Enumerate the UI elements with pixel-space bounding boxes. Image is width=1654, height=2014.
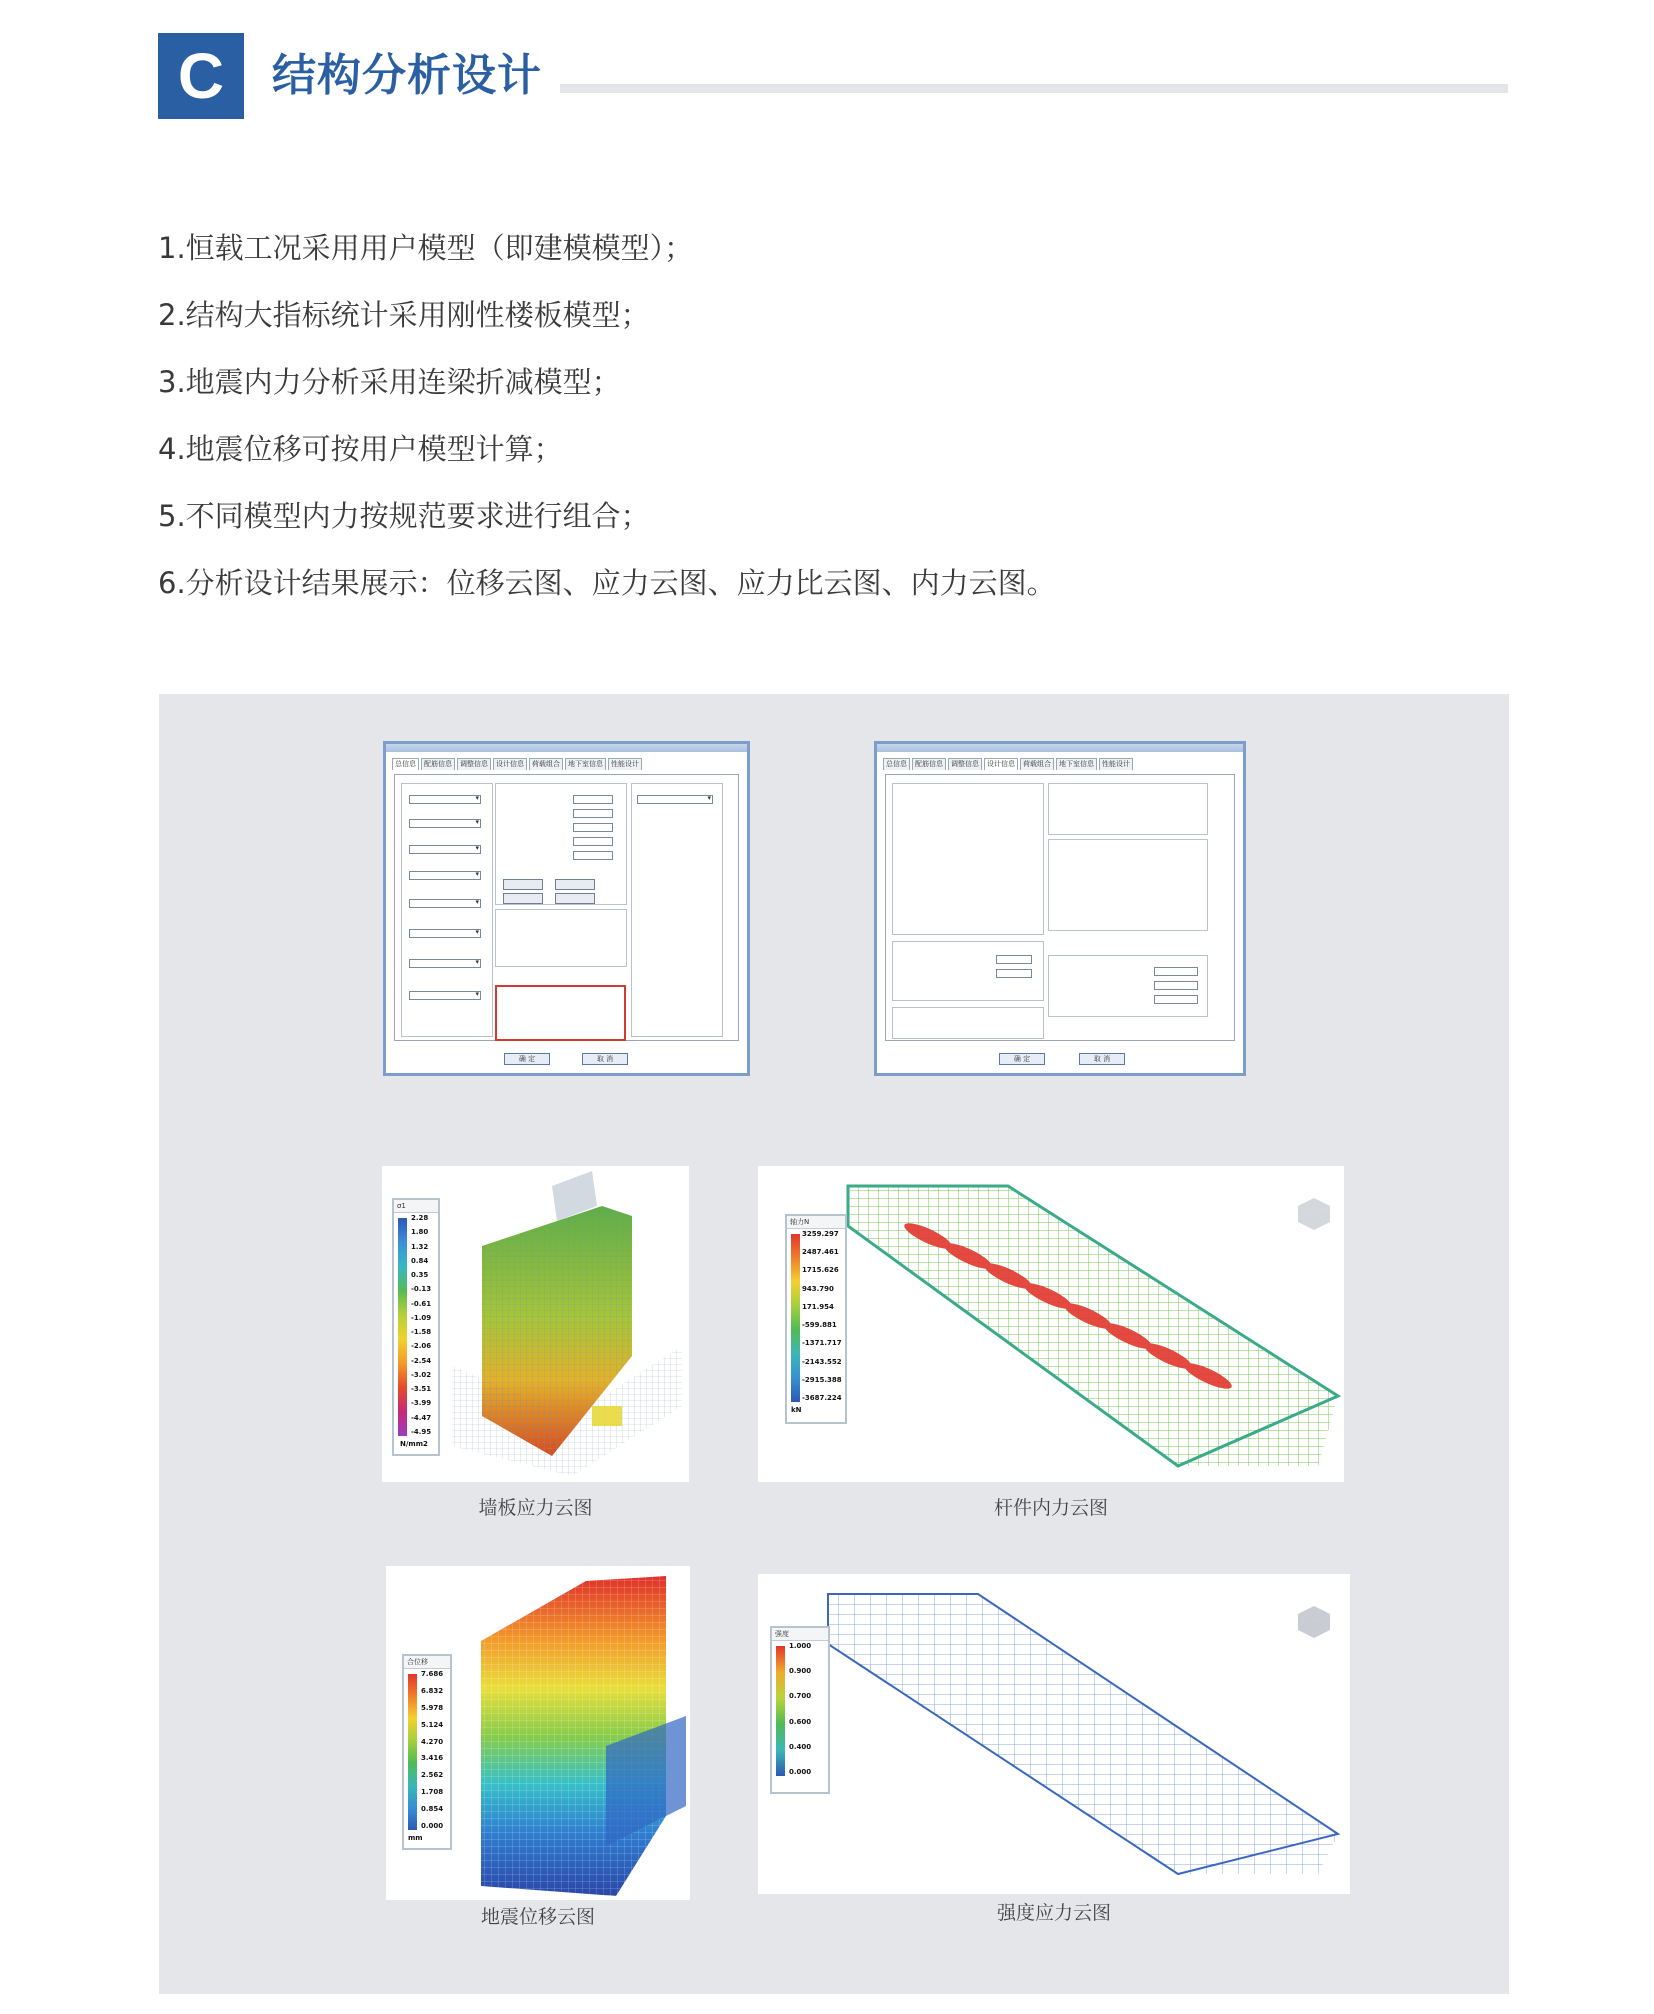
number-field[interactable] bbox=[1154, 981, 1198, 990]
cancel-button[interactable]: 取 消 bbox=[1079, 1053, 1125, 1065]
legend-colorbar bbox=[408, 1674, 417, 1830]
legend-tick-label: 0.900 bbox=[789, 1667, 812, 1676]
number-field[interactable] bbox=[1154, 967, 1198, 976]
dropdown[interactable] bbox=[409, 819, 481, 828]
legend-tick-label: -1.58 bbox=[411, 1328, 432, 1337]
legend-tick-label: 0.854 bbox=[421, 1805, 444, 1814]
tab-rebar[interactable]: 配筋信息 bbox=[421, 758, 455, 770]
list-item: 2.结构大指标统计采用刚性楼板模型； bbox=[158, 298, 650, 332]
dropdown[interactable] bbox=[409, 959, 481, 968]
section-badge: C bbox=[158, 33, 244, 119]
coupling-beam-group bbox=[892, 1007, 1044, 1039]
tab-design[interactable]: 设计信息 bbox=[984, 758, 1018, 770]
legend-tick-label: -2.54 bbox=[411, 1356, 432, 1365]
legend-tick-label: -3.51 bbox=[411, 1385, 432, 1394]
legend-title: 强度 bbox=[772, 1628, 828, 1641]
dialog-tabs bbox=[877, 752, 1243, 770]
settings-dialog-general bbox=[383, 741, 750, 1076]
legend-title: σ1 bbox=[394, 1200, 438, 1213]
list-item: 3.地震内力分析采用连梁折减模型； bbox=[158, 365, 621, 399]
tab-rebar[interactable]: 配筋信息 bbox=[912, 758, 946, 770]
strength-stress-render bbox=[758, 1574, 1350, 1894]
feature-list bbox=[158, 215, 1358, 617]
member-force-figure bbox=[758, 1166, 1344, 1482]
tab-general[interactable]: 总信息 bbox=[883, 758, 910, 770]
legend-tick-label: 1715.626 bbox=[802, 1266, 839, 1275]
legend-tick-label: -2.06 bbox=[411, 1342, 432, 1351]
legend-tick-label: -4.95 bbox=[411, 1428, 432, 1436]
legend-tick-label: 0.600 bbox=[789, 1717, 812, 1726]
legend-tick-label: 0.000 bbox=[421, 1822, 444, 1830]
tab-design[interactable]: 设计信息 bbox=[493, 758, 527, 770]
legend-tick-label: 1.32 bbox=[411, 1242, 429, 1251]
column-design-group bbox=[1048, 783, 1208, 835]
legend-tick-label: 3.416 bbox=[421, 1754, 444, 1763]
option-button[interactable] bbox=[503, 893, 543, 904]
legend-tick-label: 0.400 bbox=[789, 1742, 812, 1751]
tab-performance[interactable]: 性能设计 bbox=[608, 758, 642, 770]
legend-tick-label: 7.686 bbox=[421, 1670, 444, 1678]
caption-wall-stress: 墙板应力云图 bbox=[478, 1497, 593, 1519]
dialog-titlebar bbox=[877, 744, 1243, 752]
ok-button[interactable]: 确 定 bbox=[504, 1053, 550, 1065]
number-field[interactable] bbox=[996, 969, 1032, 978]
legend-title: 轴力N bbox=[787, 1216, 845, 1229]
legend-tick-label: 4.270 bbox=[421, 1737, 444, 1746]
caption-seismic-disp: 地震位移云图 bbox=[480, 1906, 595, 1928]
seismic-disp-figure bbox=[386, 1566, 690, 1900]
legend-tick-label: 2487.461 bbox=[802, 1248, 839, 1257]
legend-tick-label: -3.99 bbox=[411, 1399, 432, 1408]
legend-tick-label: 2.28 bbox=[411, 1214, 429, 1222]
legend-tick-label: 171.954 bbox=[802, 1302, 834, 1311]
option-button[interactable] bbox=[555, 893, 595, 904]
dialog-titlebar bbox=[386, 744, 747, 752]
list-item: 5.不同模型内力按规范要求进行组合； bbox=[158, 499, 650, 533]
legend-tick-label: -599.881 bbox=[802, 1321, 837, 1330]
load-method-group bbox=[631, 783, 723, 1037]
legend-tick-label: -2143.552 bbox=[802, 1357, 842, 1366]
overall-design-group bbox=[892, 783, 1044, 935]
tab-adjust[interactable]: 调整信息 bbox=[457, 758, 491, 770]
legend-tick-label: 3259.297 bbox=[802, 1230, 839, 1238]
caption-strength-stress: 强度应力云图 bbox=[996, 1902, 1111, 1924]
legend-unit: mm bbox=[408, 1834, 423, 1842]
legend-tick-label: -1.09 bbox=[411, 1313, 432, 1322]
dialog-content bbox=[394, 774, 739, 1041]
dropdown[interactable] bbox=[409, 871, 481, 880]
number-field[interactable] bbox=[573, 837, 613, 846]
tab-load-combo[interactable]: 荷载组合 bbox=[1020, 758, 1054, 770]
number-field[interactable] bbox=[996, 955, 1032, 964]
wall-stress-figure bbox=[382, 1166, 689, 1482]
legend-tick-label: -3687.224 bbox=[802, 1394, 842, 1402]
legend-tick-label: 943.790 bbox=[802, 1284, 834, 1293]
legend-tick-label: -4.47 bbox=[411, 1413, 432, 1422]
strength-stress-legend bbox=[770, 1626, 830, 1794]
tab-basement[interactable]: 地下室信息 bbox=[1056, 758, 1097, 770]
title-divider bbox=[560, 84, 1508, 93]
number-field[interactable] bbox=[573, 795, 613, 804]
dropdown[interactable] bbox=[637, 795, 713, 804]
dropdown[interactable] bbox=[409, 929, 481, 938]
legend-unit: N/mm2 bbox=[400, 1440, 428, 1448]
legend-tick-label: 0.000 bbox=[789, 1768, 812, 1776]
dropdown[interactable] bbox=[409, 899, 481, 908]
option-button[interactable] bbox=[555, 879, 595, 890]
legend-tick-label: -0.13 bbox=[411, 1285, 432, 1294]
legend-tick-label: 2.562 bbox=[421, 1771, 444, 1780]
dropdown[interactable] bbox=[409, 795, 481, 804]
legend-tick-label: 0.700 bbox=[789, 1692, 812, 1701]
option-button[interactable] bbox=[503, 879, 543, 890]
highlight-box bbox=[495, 985, 626, 1041]
dropdown[interactable] bbox=[409, 845, 481, 854]
dialog-content bbox=[885, 774, 1235, 1041]
legend-colorbar bbox=[791, 1234, 800, 1402]
legend-tick-label: 0.35 bbox=[411, 1271, 429, 1280]
list-item: 4.地震位移可按用户模型计算； bbox=[158, 432, 563, 466]
shear-wall-group bbox=[1048, 839, 1208, 931]
legend-title: 合位移 bbox=[404, 1656, 450, 1669]
number-field[interactable] bbox=[573, 823, 613, 832]
settings-dialog-design bbox=[874, 741, 1246, 1076]
dropdown[interactable] bbox=[409, 991, 481, 1000]
dialog-tabs bbox=[386, 752, 747, 770]
legend-tick-label: 5.124 bbox=[421, 1720, 444, 1729]
number-field[interactable] bbox=[573, 851, 613, 860]
legend-tick-label: 5.978 bbox=[421, 1703, 444, 1712]
caption-member-force: 杆件内力云图 bbox=[993, 1497, 1108, 1519]
tab-general[interactable]: 总信息 bbox=[392, 758, 419, 770]
tab-adjust[interactable]: 调整信息 bbox=[948, 758, 982, 770]
list-item: 1.恒载工况采用用户模型（即建模模型）； bbox=[158, 231, 694, 265]
wall-stress-legend bbox=[392, 1198, 440, 1456]
tab-load-combo[interactable]: 荷载组合 bbox=[529, 758, 563, 770]
section-title: 结构分析设计 bbox=[272, 50, 542, 101]
legend-tick-label: 6.832 bbox=[421, 1686, 444, 1695]
cancel-button[interactable]: 取 消 bbox=[582, 1053, 628, 1065]
legend-tick-label: 1.000 bbox=[789, 1642, 812, 1650]
legend-tick-label: 1.708 bbox=[421, 1788, 444, 1797]
legend-tick-label: 1.80 bbox=[411, 1228, 429, 1237]
legend-unit: kN bbox=[791, 1406, 802, 1414]
legend-colorbar bbox=[776, 1646, 785, 1776]
control-group bbox=[495, 909, 627, 967]
number-field[interactable] bbox=[1154, 995, 1198, 1004]
legend-tick-label: -1371.717 bbox=[802, 1339, 842, 1348]
member-force-legend bbox=[785, 1214, 847, 1424]
legend-tick-label: -3.02 bbox=[411, 1370, 432, 1379]
legend-tick-label: -0.61 bbox=[411, 1299, 432, 1308]
legend-tick-label: -2915.388 bbox=[802, 1375, 842, 1384]
number-field[interactable] bbox=[573, 809, 613, 818]
strength-stress-figure bbox=[758, 1574, 1350, 1894]
tab-performance[interactable]: 性能设计 bbox=[1099, 758, 1133, 770]
list-item: 6.分析设计结果展示：位移云图、应力云图、应力比云图、内力云图。 bbox=[158, 566, 1056, 600]
seismic-disp-legend bbox=[402, 1654, 452, 1850]
tab-basement[interactable]: 地下室信息 bbox=[565, 758, 606, 770]
ok-button[interactable]: 确 定 bbox=[999, 1053, 1045, 1065]
legend-tick-label: 0.84 bbox=[411, 1256, 429, 1265]
legend-colorbar bbox=[398, 1218, 407, 1436]
